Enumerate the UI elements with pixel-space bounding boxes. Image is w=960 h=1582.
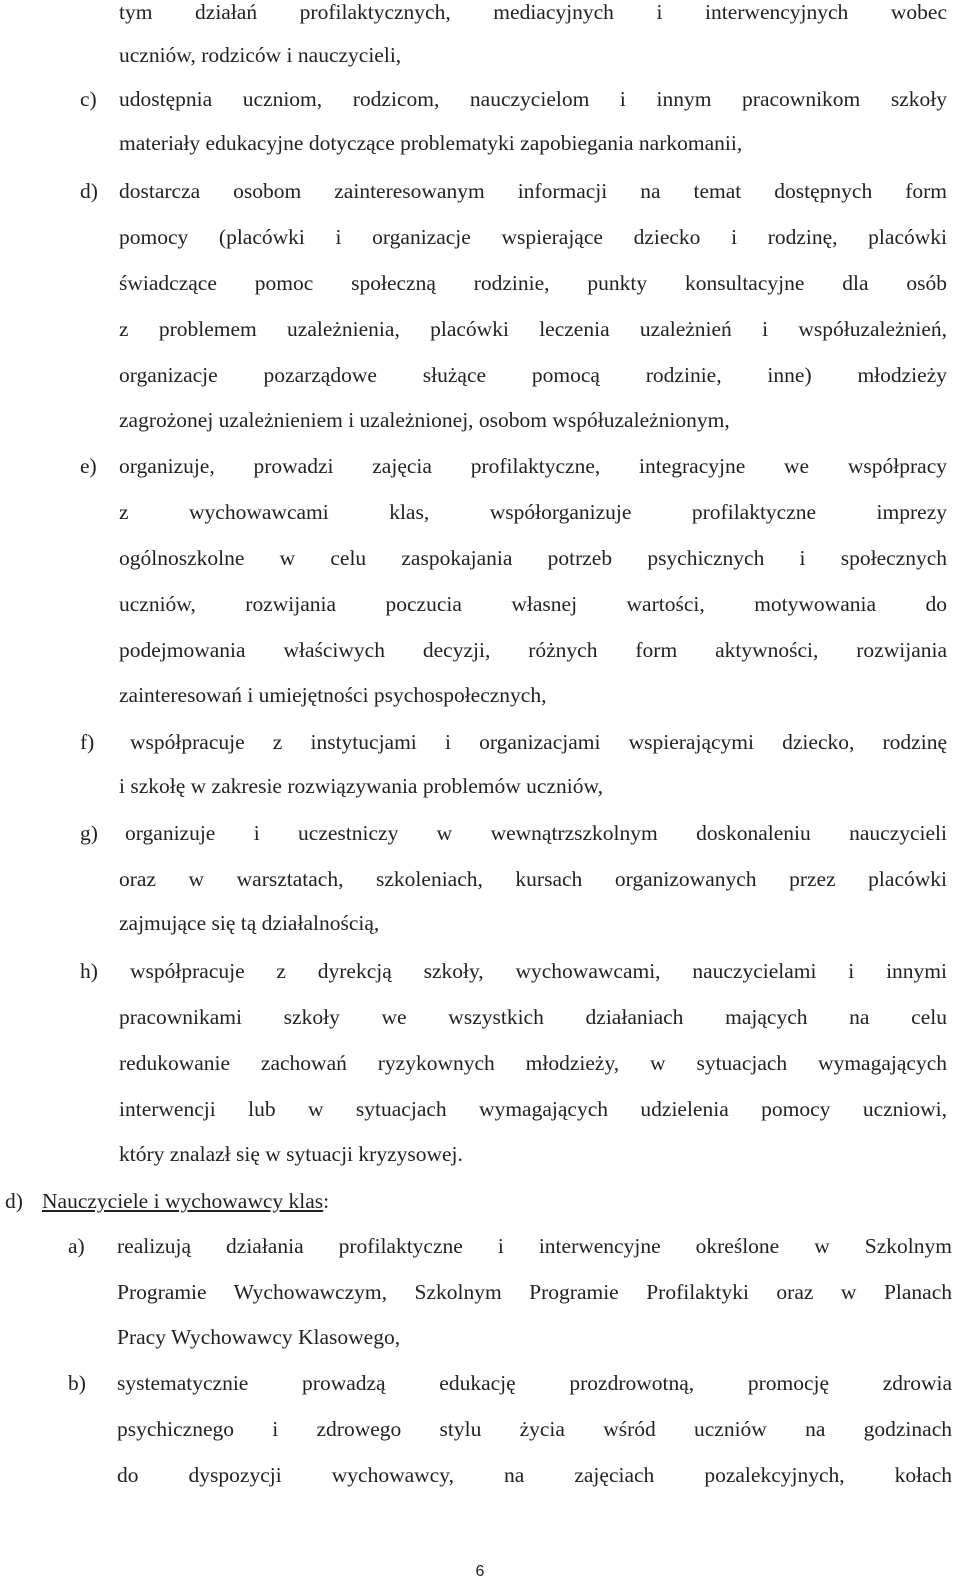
page-number: 6 [475, 1563, 485, 1580]
text-line: psychicznego i zdrowego stylu życia wśród uczniów na godzinach [117, 1417, 952, 1441]
section-title-text: Nauczyciele i wychowawcy klas [42, 1189, 324, 1213]
text-line: interwencji lub w sytuacjach wymagających udzielenia pomocy uczniowi, [119, 1097, 947, 1121]
list-item-label: e) [80, 454, 97, 478]
section-title-suffix: : [323, 1189, 330, 1213]
text-line: realizują działania profilaktyczne i interwencyjne określone w Szkolnym [117, 1234, 952, 1258]
text-line: udostępnia uczniom, rodzicom, nauczycielom i innym pracownikom szkoły [119, 87, 947, 111]
text-line: dostarcza osobom zainteresowanym informacji na temat dostępnych form [119, 179, 947, 203]
text-line: pomocy (placówki i organizacje wspierające dziecko i rodzinę, placówki [119, 225, 947, 249]
text-line: systematycznie prowadzą edukację prozdrowotną, promocję zdrowia [117, 1371, 952, 1395]
text-line: materiały edukacyjne dotyczące problematyki zapobiegania narkomanii, [119, 131, 743, 155]
list-item-label: d) [80, 179, 98, 203]
text-line: tym działań profilaktycznych, mediacyjnych i interwencyjnych wobec [119, 0, 947, 24]
list-item-label: g) [80, 821, 98, 845]
text-line: do dyspozycji wychowawcy, na zajęciach pozalekcyjnych, kołach [117, 1463, 952, 1487]
list-item-label: a) [68, 1234, 85, 1258]
text-line: redukowanie zachowań ryzykownych młodzieży, w sytuacjach wymagających [119, 1051, 947, 1075]
text-line: współpracuje z dyrekcją szkoły, wychowawcami, nauczycielami i innymi [130, 959, 947, 983]
text-line: zajmujące się tą działalnością, [119, 911, 380, 935]
text-line: organizuje i uczestniczy w wewnątrzszkolnym doskonaleniu nauczycieli [125, 821, 947, 845]
text-line: i szkołę w zakresie rozwiązywania problemów uczniów, [119, 774, 603, 798]
list-item-label: b) [68, 1371, 86, 1395]
text-line: uczniów, rodziców i nauczycieli, [119, 43, 402, 67]
text-line: organizacje pozarządowe służące pomocą rodzinie, inne) młodzieży [119, 363, 947, 387]
text-line: ogólnoszkolne w celu zaspokajania potrzeb psychicznych i społecznych [119, 546, 947, 570]
text-line: zagrożonej uzależnieniem i uzależnionej, osobom współuzależnionym, [119, 408, 730, 432]
text-line: z wychowawcami klas, współorganizuje profilaktyczne imprezy [119, 500, 947, 524]
section-label: d) [5, 1189, 23, 1213]
section-title [42, 1186, 329, 1216]
text-line: z problemem uzależnienia, placówki leczenia uzależnień i współuzależnień, [119, 317, 947, 341]
text-line: pracownikami szkoły we wszystkich działaniach mających na celu [119, 1005, 947, 1029]
list-item-label: f) [80, 730, 95, 754]
text-line: podejmowania właściwych decyzji, różnych form aktywności, rozwijania [119, 638, 947, 662]
text-line: współpracuje z instytucjami i organizacjami wspierającymi dziecko, rodzinę [130, 730, 947, 754]
list-item-label: c) [80, 87, 97, 111]
text-line: Programie Wychowawczym, Szkolnym Programie Profilaktyki oraz w Planach [117, 1280, 952, 1304]
text-line: świadczące pomoc społeczną rodzinie, punkty konsultacyjne dla osób [119, 271, 947, 295]
text-line: oraz w warsztatach, szkoleniach, kursach organizowanych przez placówki [119, 867, 947, 891]
text-line: który znalazł się w sytuacji kryzysowej. [119, 1142, 463, 1166]
text-line: Pracy Wychowawcy Klasowego, [117, 1325, 401, 1349]
text-line: zainteresowań i umiejętności psychospołecznych, [119, 683, 547, 707]
text-line: uczniów, rozwijania poczucia własnej wartości, motywowania do [119, 592, 947, 616]
list-item-label: h) [80, 959, 98, 983]
text-line: organizuje, prowadzi zajęcia profilaktyczne, integracyjne we współpracy [119, 454, 947, 478]
